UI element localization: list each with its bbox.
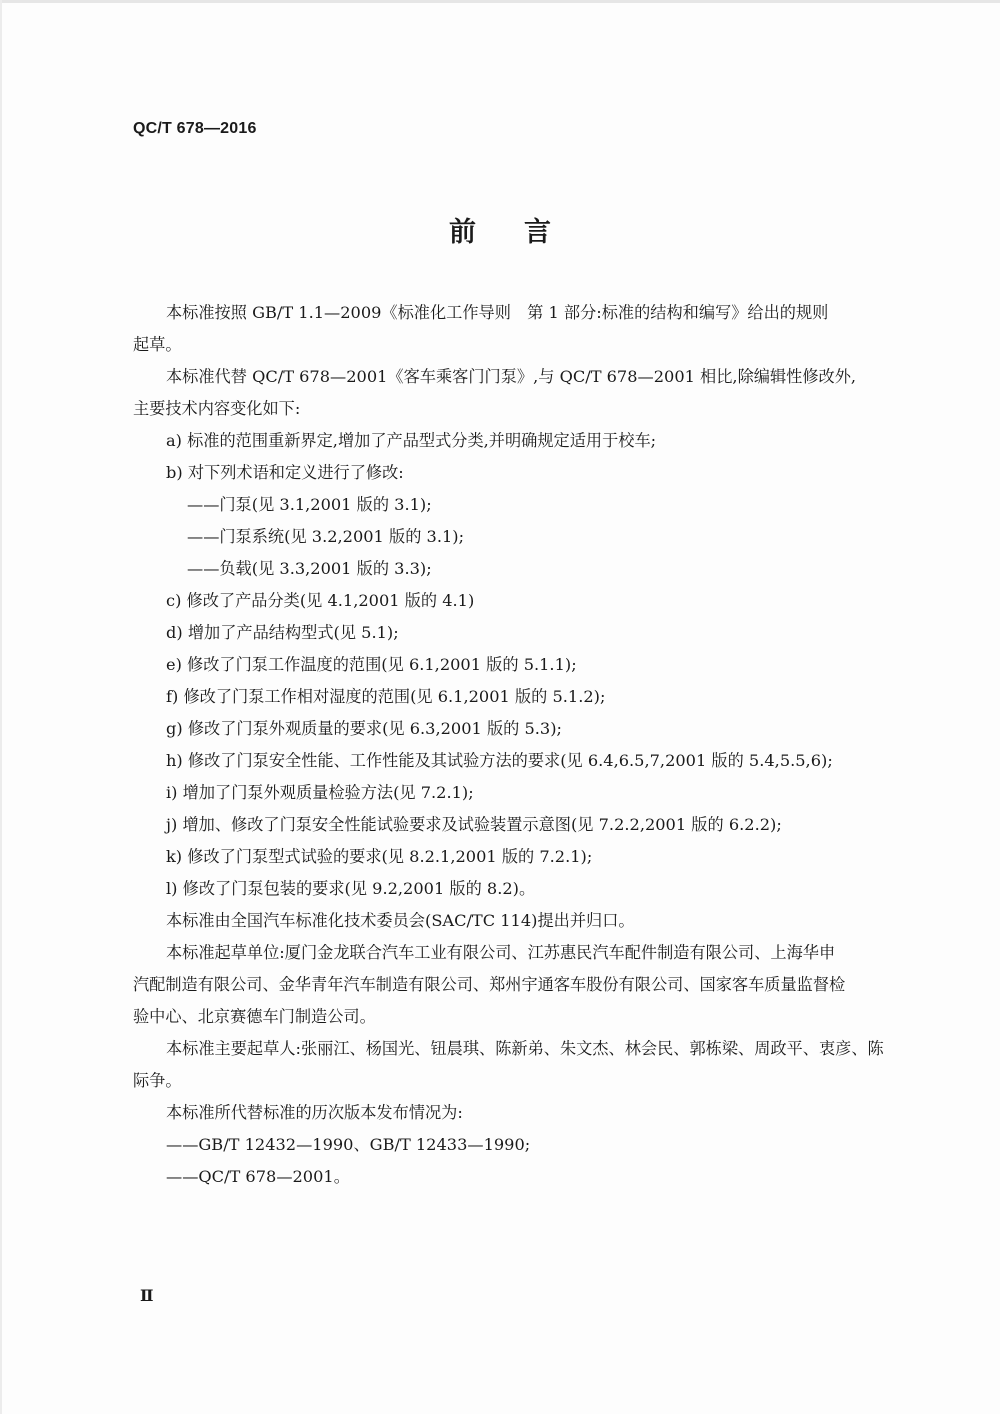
document-body	[133, 297, 923, 1193]
document-code: QC/T 678—2016	[133, 120, 257, 137]
list-item-b-2: ——门泵系统(见 3.2,2001 版的 3.1);	[187, 527, 465, 546]
paragraph-5-line-1: 本标准主要起草人:张丽江、杨国光、钮晨琪、陈新弟、朱文杰、林会民、郭栋梁、周政平、衷彦、陈	[166, 1039, 884, 1058]
paragraph-1-line-2: 起草。	[133, 335, 182, 354]
list-item-j: j) 增加、修改了门泵安全性能试验要求及试验装置示意图(见 7.2.2,2001 版的 6.2.2);	[166, 815, 782, 834]
paragraph-2-line-2: 主要技术内容变化如下:	[133, 399, 301, 418]
paragraph-6-item-2: ——QC/T 678—2001。	[166, 1167, 350, 1186]
list-item-i: i) 增加了门泵外观质量检验方法(见 7.2.1);	[166, 783, 474, 802]
scan-edge-top	[0, 0, 1000, 3]
list-item-a: a) 标准的范围重新界定,增加了产品型式分类,并明确规定适用于校车;	[166, 431, 657, 450]
list-item-k: k) 修改了门泵型式试验的要求(见 8.2.1,2001 版的 7.2.1);	[166, 847, 593, 866]
paragraph-6: 本标准所代替标准的历次版本发布情况为:	[166, 1103, 463, 1122]
paragraph-4-line-1: 本标准起草单位:厦门金龙联合汽车工业有限公司、江苏惠民汽车配件制造有限公司、上海华申	[166, 943, 836, 962]
paragraph-2-line-1: 本标准代替 QC/T 678—2001《客车乘客门门泵》,与 QC/T 678—2001 相比,除编辑性修改外,	[166, 367, 857, 386]
list-item-b-1: ——门泵(见 3.1,2001 版的 3.1);	[187, 495, 432, 514]
list-item-d: d) 增加了产品结构型式(见 5.1);	[166, 623, 399, 642]
list-item-h: h) 修改了门泵安全性能、工作性能及其试验方法的要求(见 6.4,6.5,7,2001 版的 5.4,5.5,6);	[166, 751, 833, 770]
list-item-b-3: ——负载(见 3.3,2001 版的 3.3);	[187, 559, 432, 578]
list-item-c: c) 修改了产品分类(见 4.1,2001 版的 4.1)	[166, 591, 475, 610]
paragraph-1-line-1: 本标准按照 GB/T 1.1—2009《标准化工作导则 第 1 部分:标准的结构和编写》给出的规则	[166, 303, 829, 322]
paragraph-4-line-2: 汽配制造有限公司、金华青年汽车制造有限公司、郑州宇通客车股份有限公司、国家客车质量监督检	[133, 975, 846, 994]
paragraph-4-line-3: 验中心、北京赛德车门制造公司。	[133, 1007, 376, 1026]
list-item-g: g) 修改了门泵外观质量的要求(见 6.3,2001 版的 5.3);	[166, 719, 562, 738]
list-item-e: e) 修改了门泵工作温度的范围(见 6.1,2001 版的 5.1.1);	[166, 655, 577, 674]
paragraph-5-line-2: 际争。	[133, 1071, 182, 1090]
page-title	[0, 210, 1000, 249]
paragraph-6-item-1: ——GB/T 12432—1990、GB/T 12433—1990;	[166, 1135, 531, 1154]
page-number: Ⅱ	[140, 1286, 154, 1305]
list-item-b: b) 对下列术语和定义进行了修改:	[166, 463, 404, 482]
title-char-2: 言	[524, 217, 551, 248]
title-char-1: 前	[449, 217, 476, 248]
paragraph-3: 本标准由全国汽车标准化技术委员会(SAC/TC 114)提出并归口。	[166, 911, 635, 930]
list-item-l: l) 修改了门泵包装的要求(见 9.2,2001 版的 8.2)。	[166, 879, 536, 898]
list-item-f: f) 修改了门泵工作相对湿度的范围(见 6.1,2001 版的 5.1.2);	[166, 687, 606, 706]
